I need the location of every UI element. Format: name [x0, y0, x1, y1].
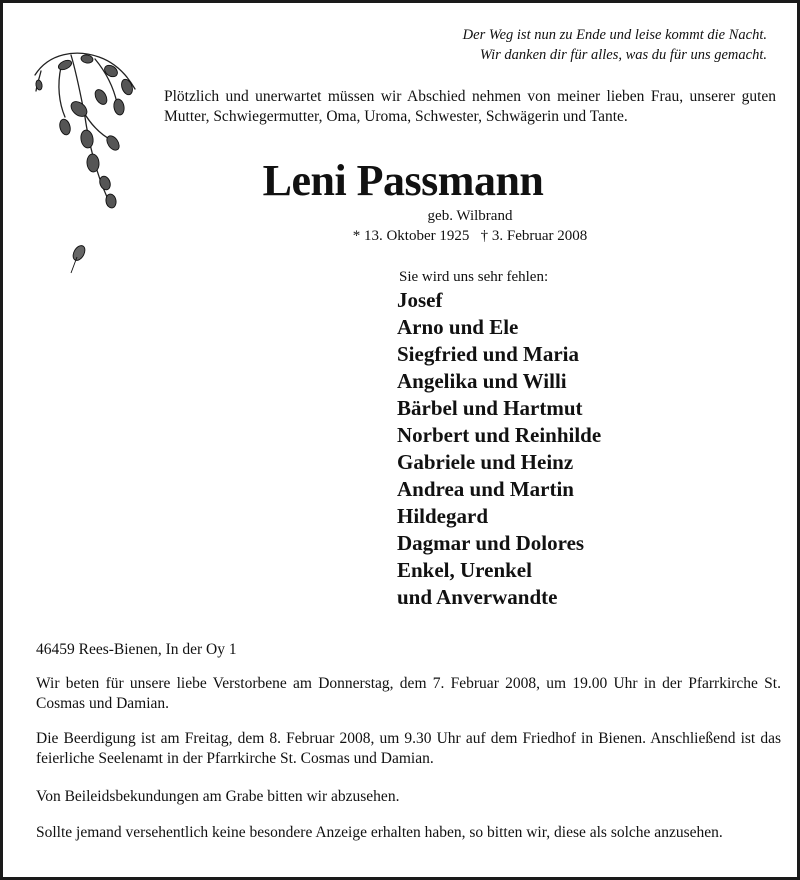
mourner-name: Angelika und Willi: [397, 369, 567, 393]
mourner-name: Dagmar und Dolores: [397, 531, 585, 555]
mourners-heading: Sie wird uns sehr fehlen:: [399, 269, 549, 285]
mourner-name: Hildegard: [397, 504, 489, 528]
mourner-name: Gabriele und Heinz: [397, 450, 574, 474]
life-dates: [3, 226, 800, 246]
mourner-name: und Anverwandte: [397, 585, 558, 609]
mourner-name: Andrea und Martin: [397, 477, 574, 501]
poem-line: Wir danken dir für alles, was du für uns gemacht.: [479, 47, 767, 63]
mourner-name: Arno und Ele: [397, 315, 519, 339]
mourners-list: [397, 287, 601, 611]
deceased-name: Leni Passmann: [262, 156, 544, 205]
mourner-name: Bärbel und Hartmut: [397, 396, 583, 420]
notice-paragraph: Sollte jemand versehentlich keine besondere Anzeige erhalten haben, so bitten wir, diese als solche anzusehen.: [36, 824, 723, 841]
address: 46459 Rees-Bienen, In der Oy 1: [36, 641, 237, 658]
maiden-name: geb. Wilbrand: [427, 208, 513, 224]
mourner-name: Enkel, Urenkel: [397, 558, 532, 582]
mourner-name: Norbert und Reinhilde: [397, 423, 602, 447]
poem: [167, 25, 767, 65]
condolences-paragraph: Von Beileidsbekundungen am Grabe bitten wir abzusehen.: [36, 788, 400, 805]
mourner-name: Siegfried und Maria: [397, 342, 579, 366]
funeral-paragraph: Die Beerdigung ist am Freitag, dem 8. Februar 2008, um 9.30 Uhr auf dem Friedhof in Bienen. Anschließend ist das feierliche Seelenamt in der Pfarrkirche St. Cosmas und Damian.: [36, 730, 781, 767]
mourner-name: Josef: [397, 288, 443, 312]
poem-line: Der Weg ist nun zu Ende und leise kommt die Nacht.: [462, 27, 767, 43]
prayer-paragraph: Wir beten für unsere liebe Verstorbene am Donnerstag, dem 7. Februar 2008, um 19.00 Uhr in der Pfarrkirche St. Cosmas und Damian.: [36, 675, 781, 712]
birth-date: * 13. Oktober 1925: [352, 228, 470, 244]
intro-text: Plötzlich und unerwartet müssen wir Abschied nehmen von meiner lieben Frau, unserer guten Mutter, Schwiegermutter, Oma, Uroma, Schwester, Schwägerin und Tante.: [164, 88, 776, 125]
death-date: † 3. Februar 2008: [480, 228, 588, 244]
